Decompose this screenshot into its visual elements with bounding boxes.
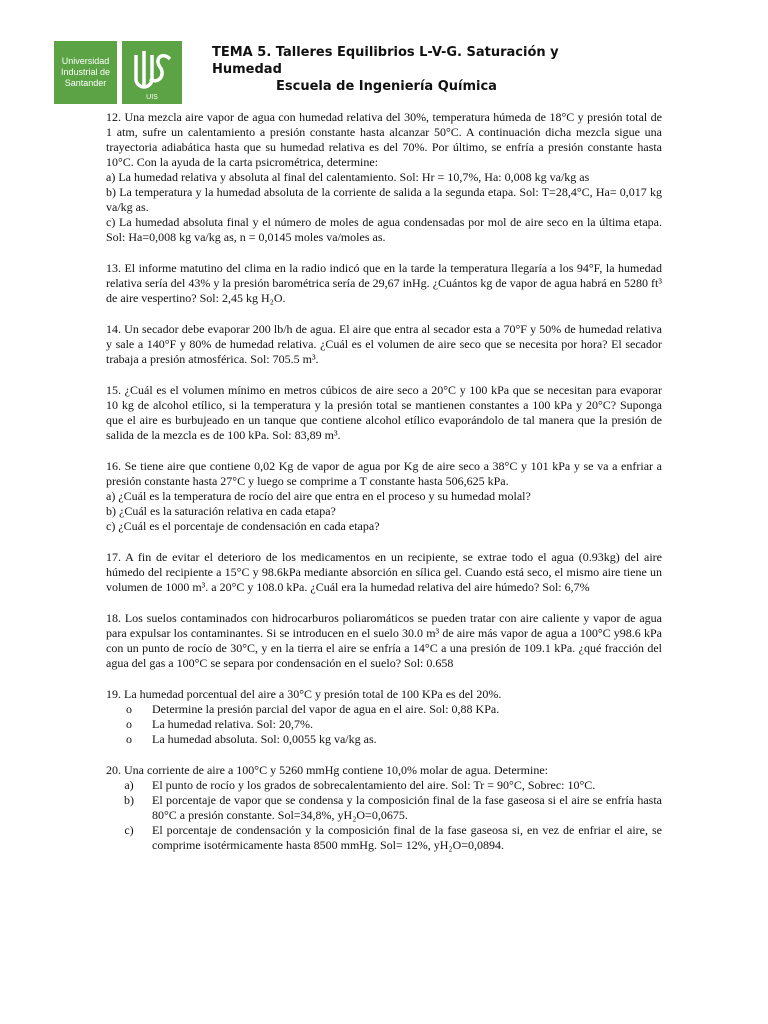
problem-20 (106, 763, 662, 853)
problem-12 (106, 110, 662, 245)
problem-16 (106, 459, 662, 534)
logo-mark-text: UIS (146, 94, 158, 101)
sub-item (106, 778, 662, 793)
sub-item-text: Determine la presión parcial del vapor de agua en el aire. Sol: 0,88 KPa. (152, 702, 500, 716)
document-subtitle: Escuela de Ingeniería Química (276, 79, 497, 94)
document-title: TEMA 5. Talleres Equilibrios L-V-G. Saturación y Humedad (212, 45, 559, 77)
problem-list (106, 110, 662, 869)
bullet-marker: o (126, 732, 132, 746)
problem-statement: 19. La humedad porcentual del aire a 30°C y presión total de 100 KPa es del 20%. (106, 687, 502, 701)
problem-statement: 12. Una mezcla aire vapor de agua con humedad relativa del 30%, temperatura húmeda de 18°C y presión total de 1 atm, sufre un calentamiento a presión constante hasta alcanzar 50°C. A continuación dicha mezcla sigue una trayectoria adiabática hasta que su humedad relativa es del 70%. Por último, se enfría a presión constante hasta 10°C. Con la ayuda de la carta psicrométrica, determine: (106, 110, 662, 169)
problem-statement: 14. Un secador debe evaporar 200 lb/h de agua. El aire que entra al secador esta a 70°F y 50% de humedad relativa y sale a 140°F y 80% de humedad relativa. ¿Cuál es el volumen de aire seco que se necesita por hora? El secador trabaja a presión atmosférica. Sol: 705.5 m³. (106, 322, 662, 366)
problem-item: a) La humedad relativa y absoluta al final del calentamiento. Sol: Hr = 10,7%, Ha: 0,008 kg va/kg as (106, 170, 590, 184)
problem-13 (106, 261, 662, 306)
problem-15 (106, 383, 662, 443)
university-logo (54, 41, 117, 104)
logo-line: Industrial de (60, 67, 111, 77)
problem-item: c) ¿Cuál es el porcentaje de condensación en cada etapa? (106, 519, 380, 533)
sub-item-text: La humedad relativa. Sol: 20,7%. (152, 717, 313, 731)
bullet-marker: o (126, 702, 132, 716)
list-marker: b) (124, 793, 134, 807)
sub-item (106, 823, 662, 853)
sub-item (106, 793, 662, 823)
problem-item: b) La temperatura y la humedad absoluta de la corriente de salida a la segunda etapa. Sol: T=28,4°C, Ha= 0,017 kg va/kg as. (106, 185, 662, 214)
list-marker: a) (124, 778, 134, 792)
logo-line: Santander (64, 78, 107, 88)
sub-item (106, 717, 662, 732)
logo-line: Universidad (61, 56, 110, 66)
list-marker: c) (124, 823, 134, 837)
problem-17 (106, 550, 662, 595)
problem-item: b) ¿Cuál es la saturación relativa en cada etapa? (106, 504, 336, 518)
problem-statement: 18. Los suelos contaminados con hidrocarburos poliaromáticos se pueden tratar con aire caliente y vapor de agua para expulsar los contaminantes. Si se introducen en el suelo 30.0 m³ de aire más vapor de agua a 100°C y98.6 kPa con un punto de rocío de 30°C, y en la tierra el aire se enfría a 14°C a una presión de 109.1 kPa. ¿qué fracción del agua del gas a 100°C se separa por condensación en el suelo? Sol: 0.658 (106, 611, 662, 670)
problem-item: c) La humedad absoluta final y el número de moles de agua condensadas por mol de aire seco en la última etapa. Sol: Ha=0,008 kg va/kg as, n = 0,0145 moles va/moles as. (106, 215, 662, 244)
sub-item-text: El porcentaje de vapor que se condensa y la composición final de la fase gaseosa si el aire se enfría hasta 80°C a presión constante. Sol=34,8%, yH₂O=0,0675. (152, 793, 662, 822)
problem-19 (106, 687, 662, 747)
bullet-marker: o (126, 717, 132, 731)
document-header (212, 44, 632, 95)
problem-item: a) ¿Cuál es la temperatura de rocío del aire que entra en el proceso y su humedad molal? (106, 489, 531, 503)
problem-statement: 20. Una corriente de aire a 100°C y 5260 mmHg contiene 10,0% molar de agua. Determine: (106, 763, 548, 777)
problem-14 (106, 322, 662, 367)
problem-statement: 16. Se tiene aire que contiene 0,02 Kg de vapor de agua por Kg de aire seco a 38°C y 101 kPa y se va a enfriar a presión constante hasta 27°C y luego se comprime a T constante hasta 506,625 kPa. (106, 459, 662, 488)
sub-item-text: El porcentaje de condensación y la composición final de la fase gaseosa si, en vez de enfriar el aire, se comprime isotérmicamente hasta 8500 mmHg. Sol= 12%, yH₂O=0,0894. (152, 823, 662, 852)
uis-logo-mark-icon (122, 41, 182, 104)
problem-statement: 15. ¿Cuál es el volumen mínimo en metros cúbicos de aire seco a 20°C y 100 kPa que se necesitan para evaporar 10 kg de alcohol etílico, si la temperatura y la presión total se mantienen constantes a 100 kPa y 20°C? Suponga que el aire es burbujeado en un tanque que contiene alcohol etílico evaporándolo de tal manera que la presión de salida de la mezcla es de 100 kPa. Sol: 83,89 m³. (106, 383, 662, 442)
problem-18 (106, 611, 662, 671)
problem-statement: 17. A fin de evitar el deterioro de los medicamentos en un recipiente, se extrae todo el agua (0.93kg) del aire húmedo del recipiente a 15°C y 98.6kPa mediante absorción en sílica gel. Cuando está seco, el mismo aire tiene un volumen de 1000 m³. a 20°C y 108.0 kPa. ¿Cuál era la humedad relativa del aire húmedo? Sol: 6,7% (106, 550, 662, 594)
sub-item (106, 702, 662, 717)
sub-item-text: El punto de rocío y los grados de sobrecalentamiento del aire. Sol: Tr = 90°C, Sobrec: 10°C. (152, 778, 596, 792)
problem-statement: 13. El informe matutino del clima en la radio indicó que en la tarde la temperatura llegaría a los 94°F, la humedad relativa sería del 43% y la presión barométrica sería de 29,67 inHg. ¿Cuántos kg de vapor de agua habrá en 5280 ft³ de aire vespertino? Sol: 2,45 kg H₂O. (106, 261, 662, 305)
sub-item (106, 732, 662, 747)
sub-item-text: La humedad absoluta. Sol: 0,0055 kg va/kg as. (152, 732, 377, 746)
